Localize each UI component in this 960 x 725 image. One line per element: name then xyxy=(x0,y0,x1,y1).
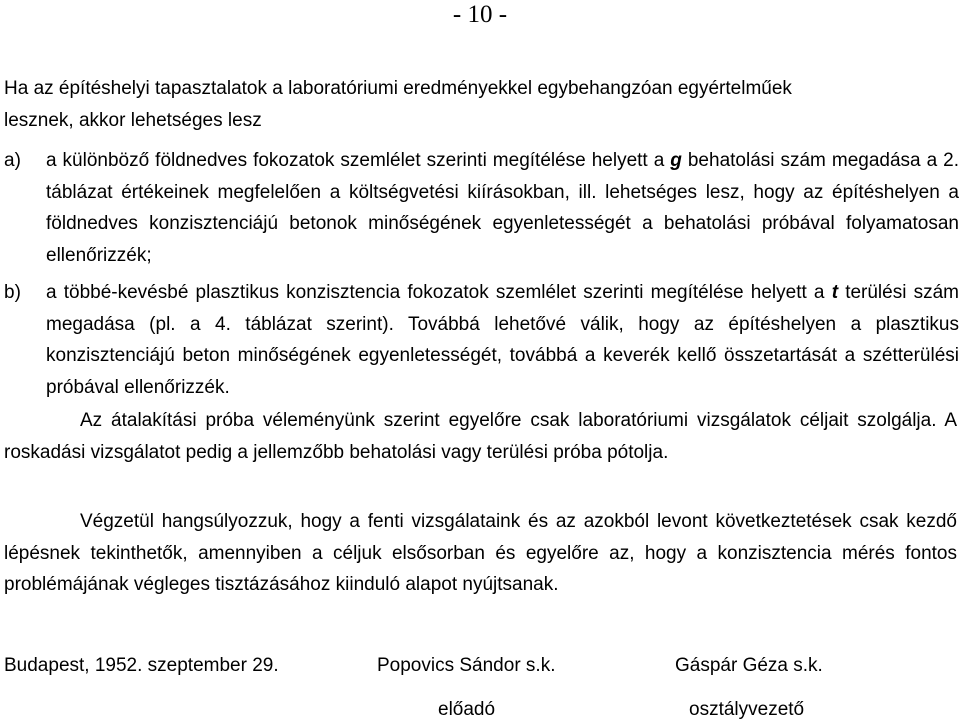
text-segment: a többé-kevésbé plasztikus konzisztencia fokozatok szemlélet szerinti megítélése helyett a xyxy=(46,282,832,303)
symbol-t: t xyxy=(831,282,839,303)
intro-line: lesznek, akkor lehetséges lesz xyxy=(4,109,262,131)
text-segment: terülési szám megadása (pl. a 4. táblázat szerint). Továbbá lehetővé válik, hogy az építéshelyen a plasztikus konzisztenciájú beton minőségének egyenletességét, továbbá a keverék kellő összetartását a szétterülési próbával ellenőrizzék. xyxy=(46,282,960,398)
text-segment: behatolási szám megadása a 2. táblázat értékeinek megfelelően a költségvetési kiírásokban, ill. lehetséges lesz, hogy az építéshelyen a földnedves konzisztenciájú betonok minőségének egyenletességét a behatolási próbával folyamatosan ellenőrizzék; xyxy=(46,150,959,266)
list-marker: b) xyxy=(4,282,21,303)
list-item-b xyxy=(4,277,959,403)
paragraph-conclusion xyxy=(4,506,957,601)
place-date: Budapest, 1952. szeptember 29. xyxy=(4,655,279,676)
page-number: - 10 - xyxy=(452,1,508,28)
text-segment: a különböző földnedves fokozatok szemlélet szerinti megítélése helyett a xyxy=(46,150,671,171)
paragraph-assessment xyxy=(4,405,957,468)
list-item-text xyxy=(46,145,959,271)
signer-name-1: Popovics Sándor s.k. xyxy=(377,655,556,676)
signer-role-2: osztályvezető xyxy=(689,699,805,720)
symbol-g: g xyxy=(670,150,682,171)
paragraph-text: Az átalakítási próba véleményünk szerint egyelőre csak laboratóriumi vizsgálatok céljait szolgálja. A roskadási vizsgálatot pedig a jellemzőbb behatolási vagy terülési próba pótolja. xyxy=(4,410,957,463)
signer-role-1: előadó xyxy=(438,699,496,720)
list-item-a xyxy=(4,145,959,271)
signer-name-2: Gáspár Géza s.k. xyxy=(675,655,823,676)
list-marker: a) xyxy=(4,150,21,171)
paragraph-text: Végzetül hangsúlyozzuk, hogy a fenti vizsgálataink és az azokból levont következtetések csak kezdő lépésnek tekinthetők, amennyiben a céljuk elsősorban és egyelőre az, hogy a konzisztencia mérés fontos problémájának végleges tisztázásához kiinduló alapot nyújtsanak. xyxy=(4,511,957,595)
intro-line: Ha az építéshelyi tapasztalatok a laboratóriumi eredményekkel egybehangzóan egyértelműek xyxy=(4,78,792,99)
list-item-text xyxy=(46,277,959,403)
intro-paragraph xyxy=(4,73,904,136)
